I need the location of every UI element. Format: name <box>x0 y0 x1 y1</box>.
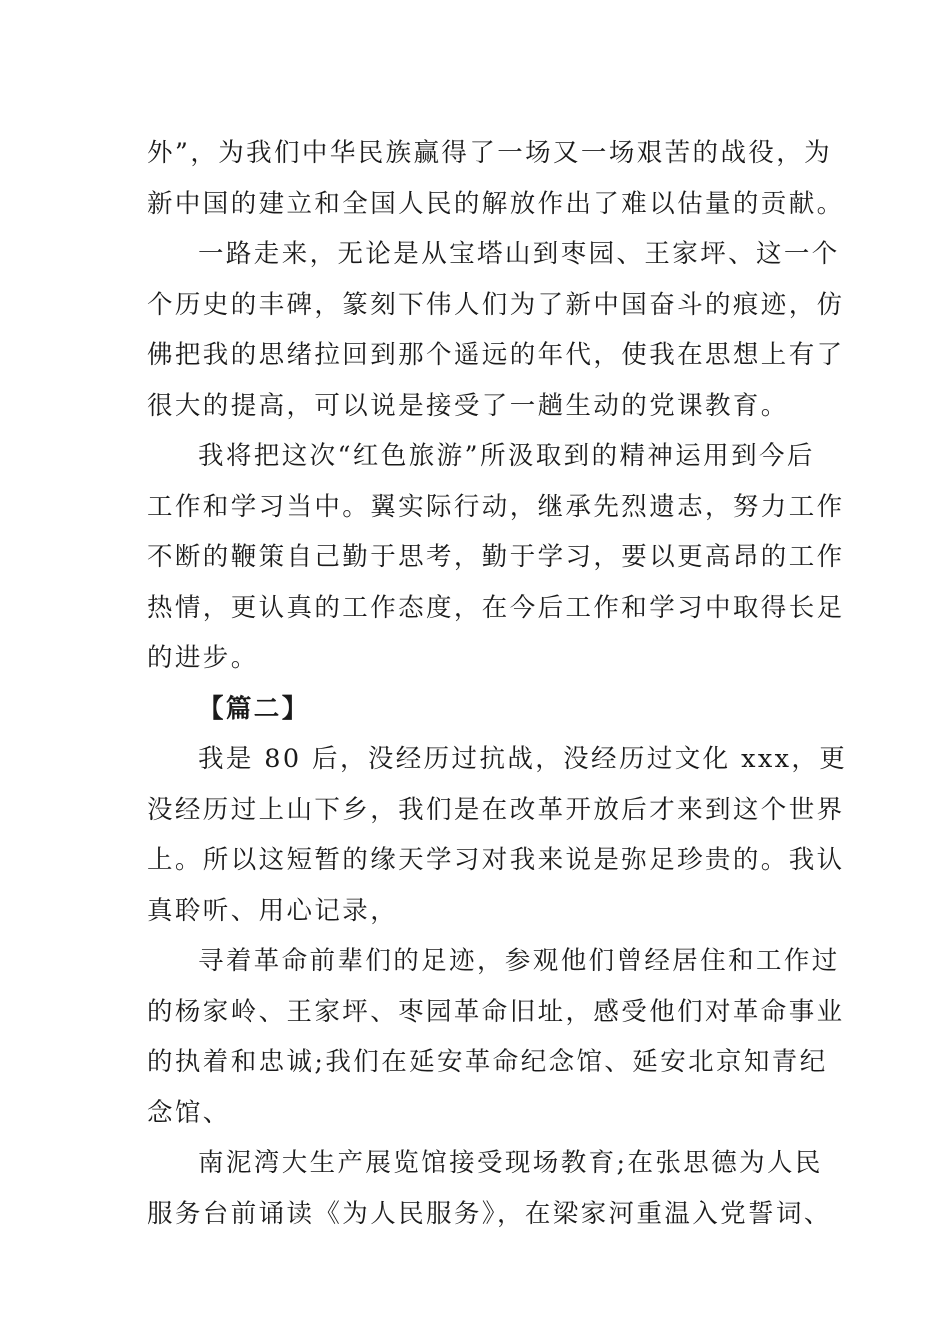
text-line: 服务台前诵读《为人民服务》，在梁家河重温入党誓词、 <box>147 1198 832 1229</box>
text-line: 的杨家岭、王家坪、枣园革命旧址，感受他们对革命事业 <box>147 996 845 1027</box>
paragraph-start-line: 我将把这次“红色旅游”所汲取到的精神运用到今后 <box>198 441 815 471</box>
text-line: 真聆听、用心记录， <box>147 895 399 926</box>
text-line: 热情，更认真的工作态度，在今后工作和学习中取得长足 <box>147 592 845 623</box>
document-body <box>147 128 848 1239</box>
text-line: 个历史的丰碑，篆刻下伟人们为了新中国奋斗的痕迹，仿 <box>147 289 845 320</box>
text-line: 很大的提高，可以说是接受了一趟生动的党课教育。 <box>147 390 789 421</box>
paragraph-start-line: 南泥湾大生产展览馆接受现场教育;在张思德为人民 <box>198 1148 823 1178</box>
text-line: 不断的鞭策自己勤于思考，勤于学习，要以更高昂的工作 <box>147 542 845 572</box>
paragraph-start-line: 我是 80 后，没经历过抗战，没经历过文化 xxx，更 <box>198 744 848 774</box>
paragraph-start-line: 一路走来，无论是从宝塔山到枣园、王家坪、这一个 <box>198 239 840 269</box>
text-line: 外”，为我们中华民族赢得了一场又一场艰苦的战役，为 <box>147 138 833 168</box>
text-line: 工作和学习当中。翼实际行动，继承先烈遗志，努力工作 <box>147 491 845 522</box>
text-line: 新中国的建立和全国人民的解放作出了难以估量的贡献。 <box>147 188 845 219</box>
section-heading: 【篇二】 <box>198 693 310 724</box>
text-line: 的执着和忠诚;我们在延安革命纪念馆、延安北京知青纪 <box>147 1047 828 1077</box>
text-line: 上。所以这短暂的缘天学习对我来说是弥足珍贵的。我认 <box>147 845 845 875</box>
text-line: 念馆、 <box>147 1097 231 1128</box>
text-line: 佛把我的思绪拉回到那个遥远的年代，使我在思想上有了 <box>147 340 845 370</box>
text-line: 的进步。 <box>147 643 259 673</box>
paragraph-start-line: 寻着革命前辈们的足迹，参观他们曾经居住和工作过 <box>198 946 840 976</box>
text-line: 没经历过上山下乡，我们是在改革开放后才来到这个世界 <box>147 794 845 825</box>
